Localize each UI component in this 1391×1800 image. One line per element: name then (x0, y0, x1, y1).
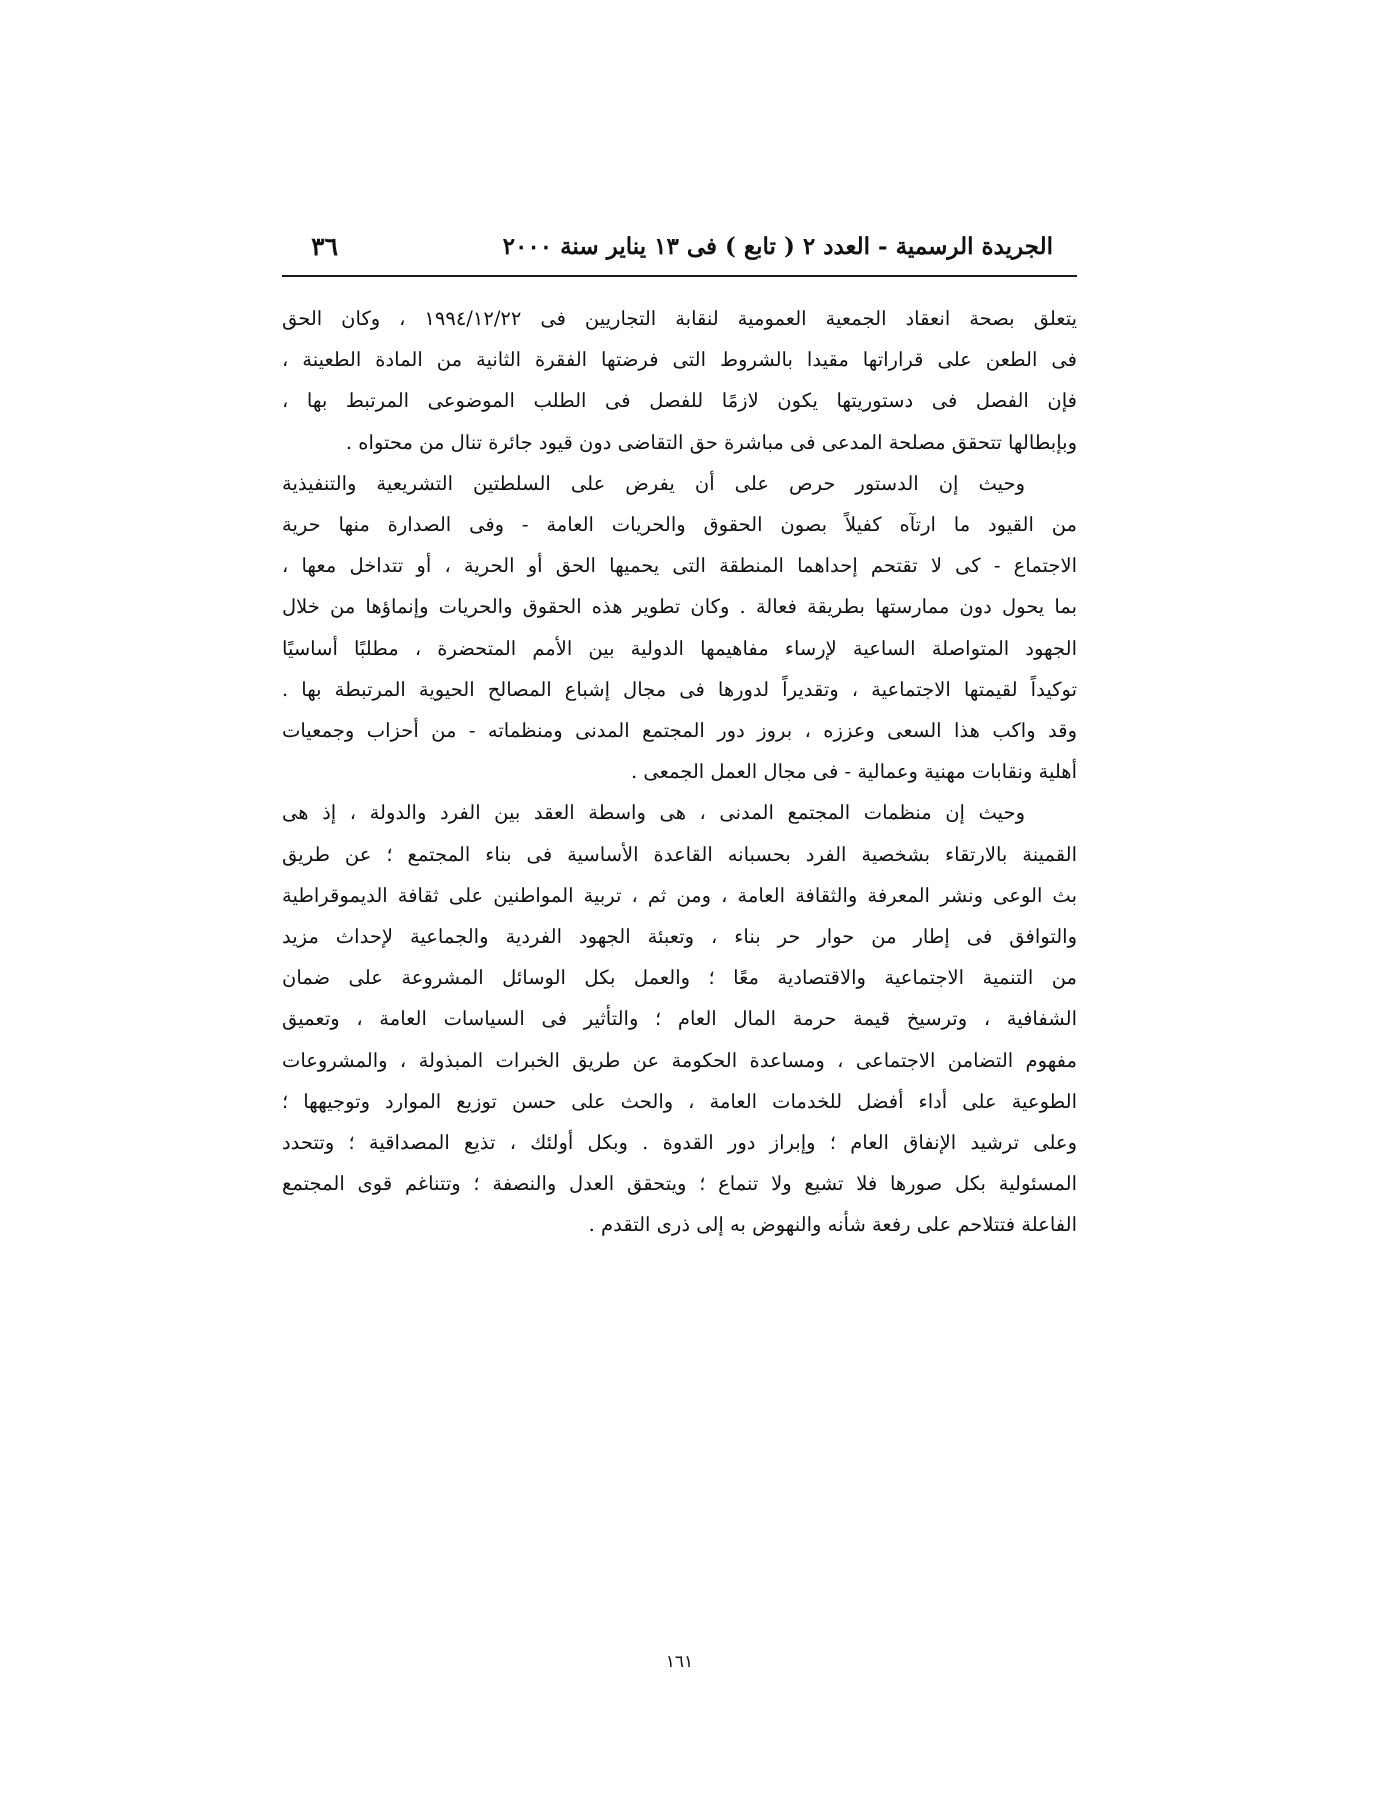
text-line: المسئولية بكل صورها فلا تشيع ولا تنماع ؛ ويتحقق العدل والنصفة ؛ وتتناغم قوى المجتمع (282, 1172, 1077, 1196)
text-line: الطوعية على أداء أفضل للخدمات العامة ، والحث على حسن توزيع الموارد وتوجيهها ؛ (282, 1089, 1077, 1113)
text-line: توكيداً لقيمتها الاجتماعية ، وتقديراً لدورها فى مجال إشباع المصالح الحيوية المرتبطة بها . (282, 677, 1077, 701)
document-body (282, 298, 1077, 1246)
text-line: القمينة بالارتقاء بشخصية الفرد بحسبانه القاعدة الأساسية فى بناء المجتمع ؛ عن طريق (282, 842, 1077, 866)
text-line: الاجتماع - كى لا تقتحم إحداهما المنطقة التى يحميها الحق أو الحرية ، أو تتداخل معها ، (282, 554, 1077, 578)
paragraph-2 (282, 463, 1077, 793)
text-line: وقد واكب هذا السعى وعززه ، بروز دور المجتمع المدنى ومنظماته - من أحزاب وجمعيات (282, 719, 1077, 743)
text-line: أهلية ونقابات مهنية وعمالية - فى مجال العمل الجمعى . (630, 760, 1077, 784)
header-divider (282, 275, 1077, 277)
text-line: وبإبطالها تتحقق مصلحة المدعى فى مباشرة حق التقاضى دون قيود جائرة تنال من محتواه . (345, 430, 1077, 454)
gazette-title: الجريدة الرسمية - العدد ٢ ( تابع ) فى ١٣ يناير سنة ٢٠٠٠ (502, 232, 1053, 260)
text-line: الشفافية ، وترسيخ قيمة حرمة المال العام ؛ والتأثير فى السياسات العامة ، وتعميق (282, 1007, 1077, 1031)
text-line: وحيث إن الدستور حرص على أن يفرض على السلطتين التشريعية والتنفيذية (282, 471, 1025, 495)
footer-page-number: ١٦١ (665, 1652, 694, 1672)
document-page (282, 0, 1077, 1800)
text-line: فى الطعن على قراراتها مقيدا بالشروط التى فرضتها الفقرة الثانية من المادة الطعينة ، (282, 348, 1077, 372)
text-line: فإن الفصل فى دستوريتها يكون لازمًا للفصل فى الطلب الموضوعى المرتبط بها ، (282, 389, 1077, 413)
paragraph-3 (282, 792, 1077, 1245)
text-line: من القيود ما ارتآه كفيلاً بصون الحقوق والحريات العامة - وفى الصدارة منها حرية (282, 513, 1077, 537)
text-line: بث الوعى ونشر المعرفة والثقافة العامة ، ومن ثم ، تربية المواطنين على ثقافة الديموقراطية (282, 883, 1077, 907)
paragraph-1 (282, 298, 1077, 463)
text-line: وعلى ترشيد الإنفاق العام ؛ وإبراز دور القدوة . وبكل أولئك ، تذيع المصداقية ؛ وتتحدد (282, 1131, 1077, 1155)
text-line: من التنمية الاجتماعية والاقتصادية معًا ؛ والعمل بكل الوسائل المشروعة على ضمان (282, 966, 1077, 990)
text-line: والتوافق فى إطار من حوار حر بناء ، وتعبئة الجهود الفردية والجماعية لإحداث مزيد (282, 925, 1077, 949)
text-line: يتعلق بصحة انعقاد الجمعية العمومية لنقابة التجاريين فى ١٩٩٤/١٢/٢٢ ، وكان الحق (282, 307, 1077, 330)
header-page-number: ٣٦ (311, 231, 338, 261)
text-line: الجهود المتواصلة الساعية لإرساء مفاهيمها الدولية بين الأمم المتحضرة ، مطلبًا أساسيًا (282, 636, 1077, 660)
text-line: بما يحول دون ممارستها بطريقة فعالة . وكان تطوير هذه الحقوق والحريات وإنماؤها من خلال (282, 595, 1077, 619)
page-header (282, 226, 1077, 266)
text-line: وحيث إن منظمات المجتمع المدنى ، هى واسطة العقد بين الفرد والدولة ، إذ هى (282, 801, 1025, 825)
text-line: مفهوم التضامن الاجتماعى ، ومساعدة الحكومة عن طريق الخبرات المبذولة ، والمشروعات (282, 1048, 1077, 1072)
text-line: الفاعلة فتتلاحم على رفعة شأنه والنهوض به إلى ذرى التقدم . (588, 1213, 1077, 1237)
